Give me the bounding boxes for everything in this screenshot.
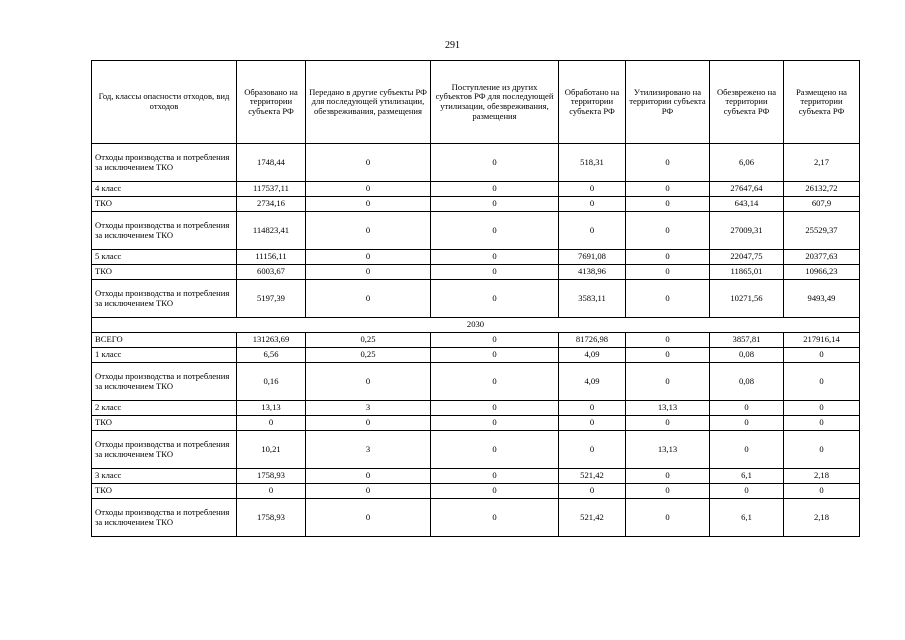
year-separator-row [92,318,860,333]
value-cell: 13,13 [237,401,306,416]
value-cell: 0 [431,416,559,431]
value-cell: 0 [626,265,710,280]
value-cell: 4138,96 [559,265,626,280]
table-row [92,469,860,484]
value-cell: 114823,41 [237,212,306,250]
table-row [92,431,860,469]
value-cell: 0,16 [237,363,306,401]
value-cell: 0 [626,469,710,484]
value-cell: 13,13 [626,401,710,416]
header-cell: Размещено на территории субъекта РФ [784,61,860,144]
value-cell: 2,17 [784,144,860,182]
value-cell: 10,21 [237,431,306,469]
value-cell: 0 [237,484,306,499]
value-cell: 607,9 [784,197,860,212]
value-cell: 3857,81 [710,333,784,348]
value-cell: 0 [237,416,306,431]
value-cell: 0 [431,431,559,469]
value-cell: 2,18 [784,469,860,484]
value-cell: 0 [559,197,626,212]
value-cell: 0 [431,197,559,212]
value-cell: 3583,11 [559,280,626,318]
value-cell: 521,42 [559,499,626,537]
row-label-cell: Отходы производства и потребления за исключением ТКО [92,363,237,401]
header-cell: Год, классы опасности отходов, вид отходов [92,61,237,144]
value-cell: 0 [626,250,710,265]
value-cell: 10271,56 [710,280,784,318]
table-body [92,144,860,537]
value-cell: 0 [431,212,559,250]
value-cell: 0 [306,182,431,197]
value-cell: 0 [626,333,710,348]
header-cell: Передано в другие субъекты РФ для последующей утилизации, обезвреживания, размещения [306,61,431,144]
row-label-cell: ТКО [92,484,237,499]
header-cell: Образовано на территории субъекта РФ [237,61,306,144]
value-cell: 0 [626,197,710,212]
value-cell: 27009,31 [710,212,784,250]
value-cell: 0 [559,431,626,469]
header-cell: Поступление из других субъектов РФ для последующей утилизации, обезвреживания, размещения [431,61,559,144]
value-cell: 7691,08 [559,250,626,265]
value-cell: 0 [626,280,710,318]
value-cell: 0 [559,416,626,431]
table-row [92,197,860,212]
value-cell: 6,06 [710,144,784,182]
value-cell: 6,1 [710,469,784,484]
page-number: 291 [445,40,460,51]
value-cell: 0 [306,250,431,265]
table-row [92,265,860,280]
value-cell: 518,31 [559,144,626,182]
value-cell: 1758,93 [237,499,306,537]
value-cell: 0 [626,182,710,197]
value-cell: 10966,23 [784,265,860,280]
value-cell: 0 [626,144,710,182]
row-label-cell: Отходы производства и потребления за исключением ТКО [92,212,237,250]
value-cell: 0 [431,401,559,416]
value-cell: 5197,39 [237,280,306,318]
value-cell: 20377,63 [784,250,860,265]
value-cell: 0 [431,484,559,499]
row-label-cell: Отходы производства и потребления за исключением ТКО [92,280,237,318]
row-label-cell: ВСЕГО [92,333,237,348]
row-label-cell: 2 класс [92,401,237,416]
value-cell: 0 [306,469,431,484]
year-label: 2030 [92,318,860,333]
value-cell: 0,08 [710,363,784,401]
waste-table [91,60,860,537]
value-cell: 3 [306,401,431,416]
value-cell: 0 [559,182,626,197]
value-cell: 0 [306,499,431,537]
table-row [92,280,860,318]
value-cell: 25529,37 [784,212,860,250]
value-cell: 11865,01 [710,265,784,280]
value-cell: 0 [306,363,431,401]
value-cell: 0 [626,348,710,363]
value-cell: 0 [431,469,559,484]
table-row [92,401,860,416]
row-label-cell: 3 класс [92,469,237,484]
value-cell: 0 [784,416,860,431]
value-cell: 26132,72 [784,182,860,197]
value-cell: 9493,49 [784,280,860,318]
table-row [92,333,860,348]
header-cell: Обезврежено на территории субъекта РФ [710,61,784,144]
table-row [92,144,860,182]
table-row [92,182,860,197]
value-cell: 0 [710,401,784,416]
row-label-cell: Отходы производства и потребления за исключением ТКО [92,431,237,469]
value-cell: 6,56 [237,348,306,363]
row-label-cell: ТКО [92,265,237,280]
value-cell: 0 [626,499,710,537]
value-cell: 0 [431,250,559,265]
value-cell: 4,09 [559,348,626,363]
header-cell: Обработано на территории субъекта РФ [559,61,626,144]
value-cell: 1748,44 [237,144,306,182]
value-cell: 0 [306,265,431,280]
value-cell: 0 [431,499,559,537]
value-cell: 0 [626,212,710,250]
row-label-cell: ТКО [92,416,237,431]
value-cell: 0 [306,280,431,318]
value-cell: 0 [710,431,784,469]
value-cell: 0 [306,212,431,250]
value-cell: 0 [431,280,559,318]
value-cell: 22047,75 [710,250,784,265]
value-cell: 4,09 [559,363,626,401]
table-row [92,499,860,537]
row-label-cell: Отходы производства и потребления за исключением ТКО [92,499,237,537]
value-cell: 0 [306,484,431,499]
value-cell: 11156,11 [237,250,306,265]
value-cell: 2734,16 [237,197,306,212]
table-row [92,484,860,499]
value-cell: 27647,64 [710,182,784,197]
value-cell: 81726,98 [559,333,626,348]
value-cell: 0,25 [306,348,431,363]
value-cell: 6,1 [710,499,784,537]
value-cell: 0 [784,484,860,499]
value-cell: 131263,69 [237,333,306,348]
value-cell: 0 [784,401,860,416]
row-label-cell: ТКО [92,197,237,212]
value-cell: 0,25 [306,333,431,348]
value-cell: 6003,67 [237,265,306,280]
value-cell: 643,14 [710,197,784,212]
value-cell: 1758,93 [237,469,306,484]
table-row [92,416,860,431]
value-cell: 0 [626,363,710,401]
row-label-cell: 1 класс [92,348,237,363]
value-cell: 0 [431,144,559,182]
header-cell: Утилизировано на территории субъекта РФ [626,61,710,144]
value-cell: 117537,11 [237,182,306,197]
value-cell: 0 [626,484,710,499]
value-cell: 0 [559,212,626,250]
value-cell: 0 [784,363,860,401]
table-row [92,363,860,401]
value-cell: 13,13 [626,431,710,469]
value-cell: 217916,14 [784,333,860,348]
value-cell: 0 [559,484,626,499]
value-cell: 0 [431,333,559,348]
table-header-row [92,61,860,144]
value-cell: 0 [559,401,626,416]
value-cell: 0 [431,363,559,401]
value-cell: 0 [431,265,559,280]
row-label-cell: 5 класс [92,250,237,265]
value-cell: 0 [710,484,784,499]
table-row [92,212,860,250]
value-cell: 0 [710,416,784,431]
value-cell: 0 [784,431,860,469]
value-cell: 0 [431,348,559,363]
row-label-cell: 4 класс [92,182,237,197]
value-cell: 0,08 [710,348,784,363]
value-cell: 0 [306,197,431,212]
value-cell: 0 [784,348,860,363]
value-cell: 0 [626,416,710,431]
value-cell: 0 [306,144,431,182]
value-cell: 0 [306,416,431,431]
value-cell: 2,18 [784,499,860,537]
row-label-cell: Отходы производства и потребления за исключением ТКО [92,144,237,182]
table-row [92,250,860,265]
value-cell: 521,42 [559,469,626,484]
table-row [92,348,860,363]
value-cell: 3 [306,431,431,469]
value-cell: 0 [431,182,559,197]
